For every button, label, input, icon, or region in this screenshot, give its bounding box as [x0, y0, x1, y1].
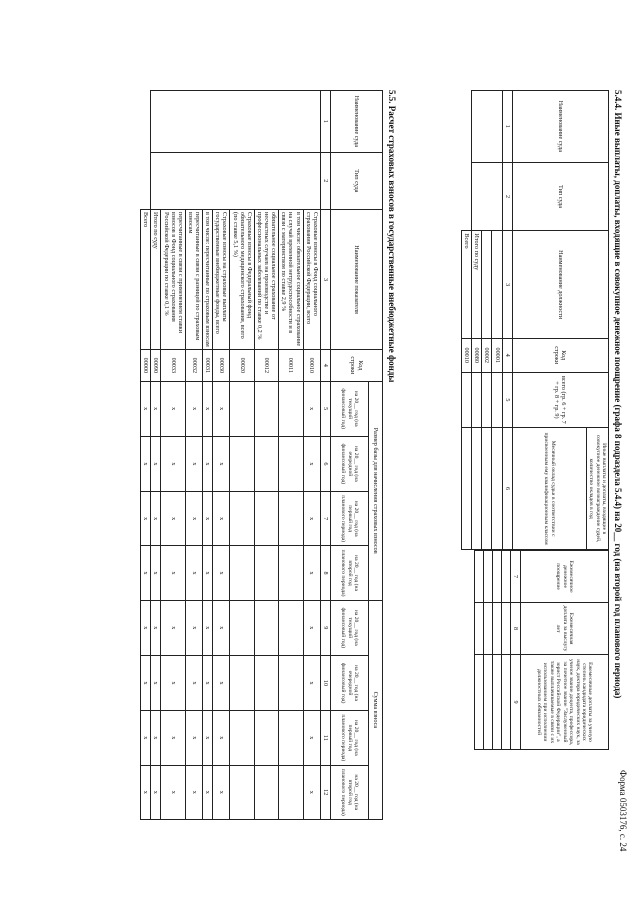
colnum: 6: [502, 428, 512, 550]
colnum: 7: [320, 491, 330, 545]
x-mark-cell: х: [185, 436, 202, 491]
header-court-name: Наименование суда: [512, 91, 608, 163]
table-cell: [472, 428, 482, 550]
x-mark-cell: х: [161, 546, 185, 600]
table-cell: [254, 765, 278, 820]
table-cell: [492, 603, 501, 655]
table-cell: [483, 655, 492, 750]
x-mark-cell: х: [141, 491, 151, 545]
table-cell: [279, 765, 303, 820]
x-mark-cell: х: [151, 436, 161, 491]
table-cell: [462, 162, 472, 231]
header-row-code: Код строки: [512, 338, 608, 372]
row-code: 00030: [213, 350, 230, 381]
x-mark-cell: х: [185, 381, 202, 436]
x-mark-cell: х: [203, 765, 213, 820]
header-indicator: Наименование показателя: [331, 210, 383, 350]
x-mark-cell: х: [141, 600, 151, 655]
x-mark-cell: х: [151, 491, 161, 545]
x-mark-cell: х: [151, 655, 161, 710]
row-code: 00012: [254, 350, 278, 381]
colnum: 2: [502, 162, 512, 231]
table-cell: [472, 162, 502, 231]
table-cell: [230, 655, 254, 710]
colnum: 10: [320, 655, 330, 710]
form-number-label: Форма 0503176, с. 24: [618, 770, 628, 852]
x-mark-cell: х: [203, 491, 213, 545]
colnum: 3: [320, 210, 330, 350]
table-cell: [474, 551, 483, 603]
x-mark-cell: х: [303, 491, 320, 545]
table-cell: [254, 546, 278, 600]
header-base-plan2: на 20__ год (на второй год планового периода): [331, 546, 369, 600]
table-cell: [472, 91, 502, 163]
table-cell: [279, 655, 303, 710]
table-cell: [474, 655, 483, 750]
row-code: 00010: [462, 338, 472, 372]
table-cell: [230, 491, 254, 545]
header-court-type: Тип суда: [331, 152, 383, 209]
x-mark-cell: х: [303, 711, 320, 765]
total-label: Итого по суду: [472, 231, 482, 338]
table-cell: [254, 381, 278, 436]
x-mark-cell: х: [213, 436, 230, 491]
indicator-label: Страховые взносы на страховые выплаты государственные внебюджетные фонды, всего: [213, 210, 230, 350]
table-cell: [254, 711, 278, 765]
table-row: [303, 91, 320, 820]
x-mark-cell: х: [151, 546, 161, 600]
row-code: 00000: [141, 350, 151, 381]
table-cell: [483, 551, 492, 603]
x-mark-cell: х: [141, 546, 151, 600]
header-sum-next: на 20__ год (на очередной финансовый год): [331, 655, 369, 710]
colnum: 7: [510, 551, 520, 603]
x-mark-cell: х: [185, 600, 202, 655]
x-mark-cell: х: [161, 655, 185, 710]
x-mark-cell: х: [185, 655, 202, 710]
x-mark-cell: х: [203, 436, 213, 491]
table-cell: [254, 655, 278, 710]
header-base-plan1: на 20__ год (на первый год планового периода): [331, 491, 369, 545]
other-payments-table: [461, 90, 609, 550]
x-mark-cell: х: [203, 711, 213, 765]
indicator-label: обязательное социальное страхование от несчастных случаев на производстве и профессиональных заболеваний по ставке 0,2 %: [254, 210, 278, 350]
table-cell: [462, 428, 472, 550]
colnum: 9: [320, 600, 330, 655]
colnum: 11: [320, 711, 330, 765]
header-total: всего (гр. 6 + гр. 7 + гр. 8 + гр. 9): [512, 372, 608, 428]
colnum: 6: [320, 436, 330, 491]
colnum: 5: [320, 381, 330, 436]
header-court-name: Наименование суда: [331, 91, 383, 153]
section-title-5-4-4: 5.4.4. Иные выплаты, доплаты, входящие в совокупное денежное поощрение (графа 8 подраздела 5.4.4) на 20__ год (на второй год планового периода): [613, 90, 623, 699]
indicator-label: пересчитанные в связи с разницей по страховым взносам: [185, 210, 202, 350]
x-mark-cell: х: [161, 600, 185, 655]
colnum: 1: [320, 91, 330, 153]
row-code: 00031: [203, 350, 213, 381]
colnum: 1: [502, 91, 512, 163]
table-cell: [230, 436, 254, 491]
header-sum-plan2: на 20__ год (на второй год планового периода): [331, 765, 369, 820]
x-mark-cell: х: [203, 655, 213, 710]
table-cell: [230, 546, 254, 600]
x-mark-cell: х: [203, 546, 213, 600]
table-cell: [501, 603, 510, 655]
x-mark-cell: х: [185, 491, 202, 545]
x-mark-cell: х: [185, 711, 202, 765]
blank-cell: [141, 91, 151, 153]
x-mark-cell: х: [161, 765, 185, 820]
header-sum-plan1: на 20__ год (на первый год планового периода): [331, 711, 369, 765]
table-cell: [230, 381, 254, 436]
table-cell: [492, 655, 501, 750]
x-mark-cell: х: [303, 765, 320, 820]
x-mark-cell: х: [303, 655, 320, 710]
row-code: 00020: [230, 350, 254, 381]
table-cell: [279, 546, 303, 600]
header-court-type: Тип суда: [512, 162, 608, 231]
x-mark-cell: х: [141, 655, 151, 710]
table-cell: [254, 600, 278, 655]
x-mark-cell: х: [151, 600, 161, 655]
grand-total-label: Всего: [462, 231, 472, 338]
court-type-cell: [151, 152, 321, 209]
total-label: Всего: [141, 210, 151, 350]
indicator-label: пересчитанные в связи с применением ставки взносов в Фонд социального страхования Российской Федерации по ставке 0,1 %: [161, 210, 185, 350]
x-mark-cell: х: [213, 381, 230, 436]
x-mark-cell: х: [303, 546, 320, 600]
x-mark-cell: х: [203, 381, 213, 436]
x-mark-cell: х: [213, 711, 230, 765]
table-cell: [482, 231, 492, 338]
colnum: 9: [510, 655, 520, 750]
colnum: 2: [320, 152, 330, 209]
x-mark-cell: х: [213, 546, 230, 600]
row-code: 00032: [185, 350, 202, 381]
table-cell: [482, 372, 492, 428]
table-row: [141, 91, 151, 820]
table-cell: [254, 491, 278, 545]
x-mark-cell: х: [303, 381, 320, 436]
table-cell: [230, 711, 254, 765]
colnum: 8: [510, 603, 520, 655]
indicator-label: в том числе: обязательное социальное страхование на случай временной нетрудоспособности и в связи с материнством по ставке 2,9 %: [279, 210, 303, 350]
table-cell: [254, 436, 278, 491]
section-title-5-5: 5.5. Расчет страховых взносов в государственные внебюджетные фонды: [387, 90, 397, 383]
table-cell: [279, 600, 303, 655]
row-code: 00080: [472, 338, 482, 372]
x-mark-cell: х: [161, 381, 185, 436]
x-mark-cell: х: [151, 765, 161, 820]
court-name-cell: [151, 91, 321, 153]
x-mark-cell: х: [213, 655, 230, 710]
table-cell: [279, 381, 303, 436]
x-mark-cell: х: [141, 381, 151, 436]
table-cell: [501, 551, 510, 603]
row-code: 00033: [161, 350, 185, 381]
x-mark-cell: х: [213, 491, 230, 545]
table-cell: [462, 372, 472, 428]
table-cell: [462, 91, 472, 163]
table-cell: [279, 711, 303, 765]
row-code: 00001: [492, 338, 502, 372]
table-cell: [230, 765, 254, 820]
header-base-next: на 20__ год (на очередной финансовый год): [331, 436, 369, 491]
header-base-current: на 20__ год (на текущий финансовый год): [331, 381, 369, 436]
header-col6: Месячный оклад судьи в соответствии с присвоенным ему квалификационным классом: [512, 428, 586, 550]
x-mark-cell: х: [141, 765, 151, 820]
blank-cell: [141, 152, 151, 209]
table-cell: [492, 231, 502, 338]
table-cell: [483, 603, 492, 655]
table-cell: [492, 372, 502, 428]
colnum: 3: [502, 231, 512, 338]
x-mark-cell: х: [161, 491, 185, 545]
table-cell: [472, 372, 482, 428]
other-payments-table-right: [474, 550, 609, 750]
header-col7: Ежемесячное денежное поощрение: [521, 551, 609, 603]
colnum: 4: [320, 350, 330, 381]
header-base-group: Размер базы для начисления страховых взносов: [369, 381, 383, 600]
table-cell: [492, 551, 501, 603]
x-mark-cell: х: [185, 765, 202, 820]
x-mark-cell: х: [303, 436, 320, 491]
header-payments-group: Иные выплаты и доплаты, входящие в совокупное денежное вознаграждение судей, количество окладов в год: [586, 428, 608, 550]
x-mark-cell: х: [185, 546, 202, 600]
row-code: 00010: [303, 350, 320, 381]
header-position: Наименование должности: [512, 231, 608, 338]
x-mark-cell: х: [141, 711, 151, 765]
colnum: 8: [320, 546, 330, 600]
insurance-contributions-table: [140, 90, 383, 820]
indicator-label: Страховые взносы в Фонд социального страхования Российской Федерации, всего: [303, 210, 320, 350]
x-mark-cell: х: [141, 436, 151, 491]
table-cell: [492, 428, 502, 550]
x-mark-cell: х: [161, 436, 185, 491]
x-mark-cell: х: [213, 600, 230, 655]
header-col9: Ежемесячные доплаты за ученую степень кандидата юридических наук, доктора юридических наук, за ученое звание доцента, профессора, за почетное звание "Заслуженный юрист Российской Федерации", а также выплачиваемые в связи с их использованием при исполнении должностных обязанностей: [521, 655, 609, 750]
x-mark-cell: х: [161, 711, 185, 765]
x-mark-cell: х: [303, 600, 320, 655]
header-sum-current: на 20__ год (на текущий финансовый год): [331, 600, 369, 655]
indicator-label: Страховые взносы в Федеральный фонд обязательного медицинского страхования, всего (по ставке 5,1 %): [230, 210, 254, 350]
colnum: 5: [502, 372, 512, 428]
x-mark-cell: х: [213, 765, 230, 820]
header-row-code: Код строки: [331, 350, 383, 381]
x-mark-cell: х: [151, 711, 161, 765]
total-label: Итого по суду: [151, 210, 161, 350]
table-cell: [501, 655, 510, 750]
table-cell: [230, 600, 254, 655]
colnum: 12: [320, 765, 330, 820]
header-sum-group: Сумма взноса: [369, 600, 383, 819]
row-code: 00090: [151, 350, 161, 381]
x-mark-cell: х: [203, 600, 213, 655]
x-mark-cell: х: [151, 381, 161, 436]
row-code: 00011: [279, 350, 303, 381]
table-cell: [482, 428, 492, 550]
row-code: 00002: [482, 338, 492, 372]
table-cell: [279, 491, 303, 545]
indicator-label: в том числе: пересчитанные по страховым взносам: [203, 210, 213, 350]
header-col8: Ежемесячная доплата за выслугу лет: [521, 603, 609, 655]
table-cell: [279, 436, 303, 491]
colnum: 4: [502, 338, 512, 372]
table-cell: [474, 603, 483, 655]
